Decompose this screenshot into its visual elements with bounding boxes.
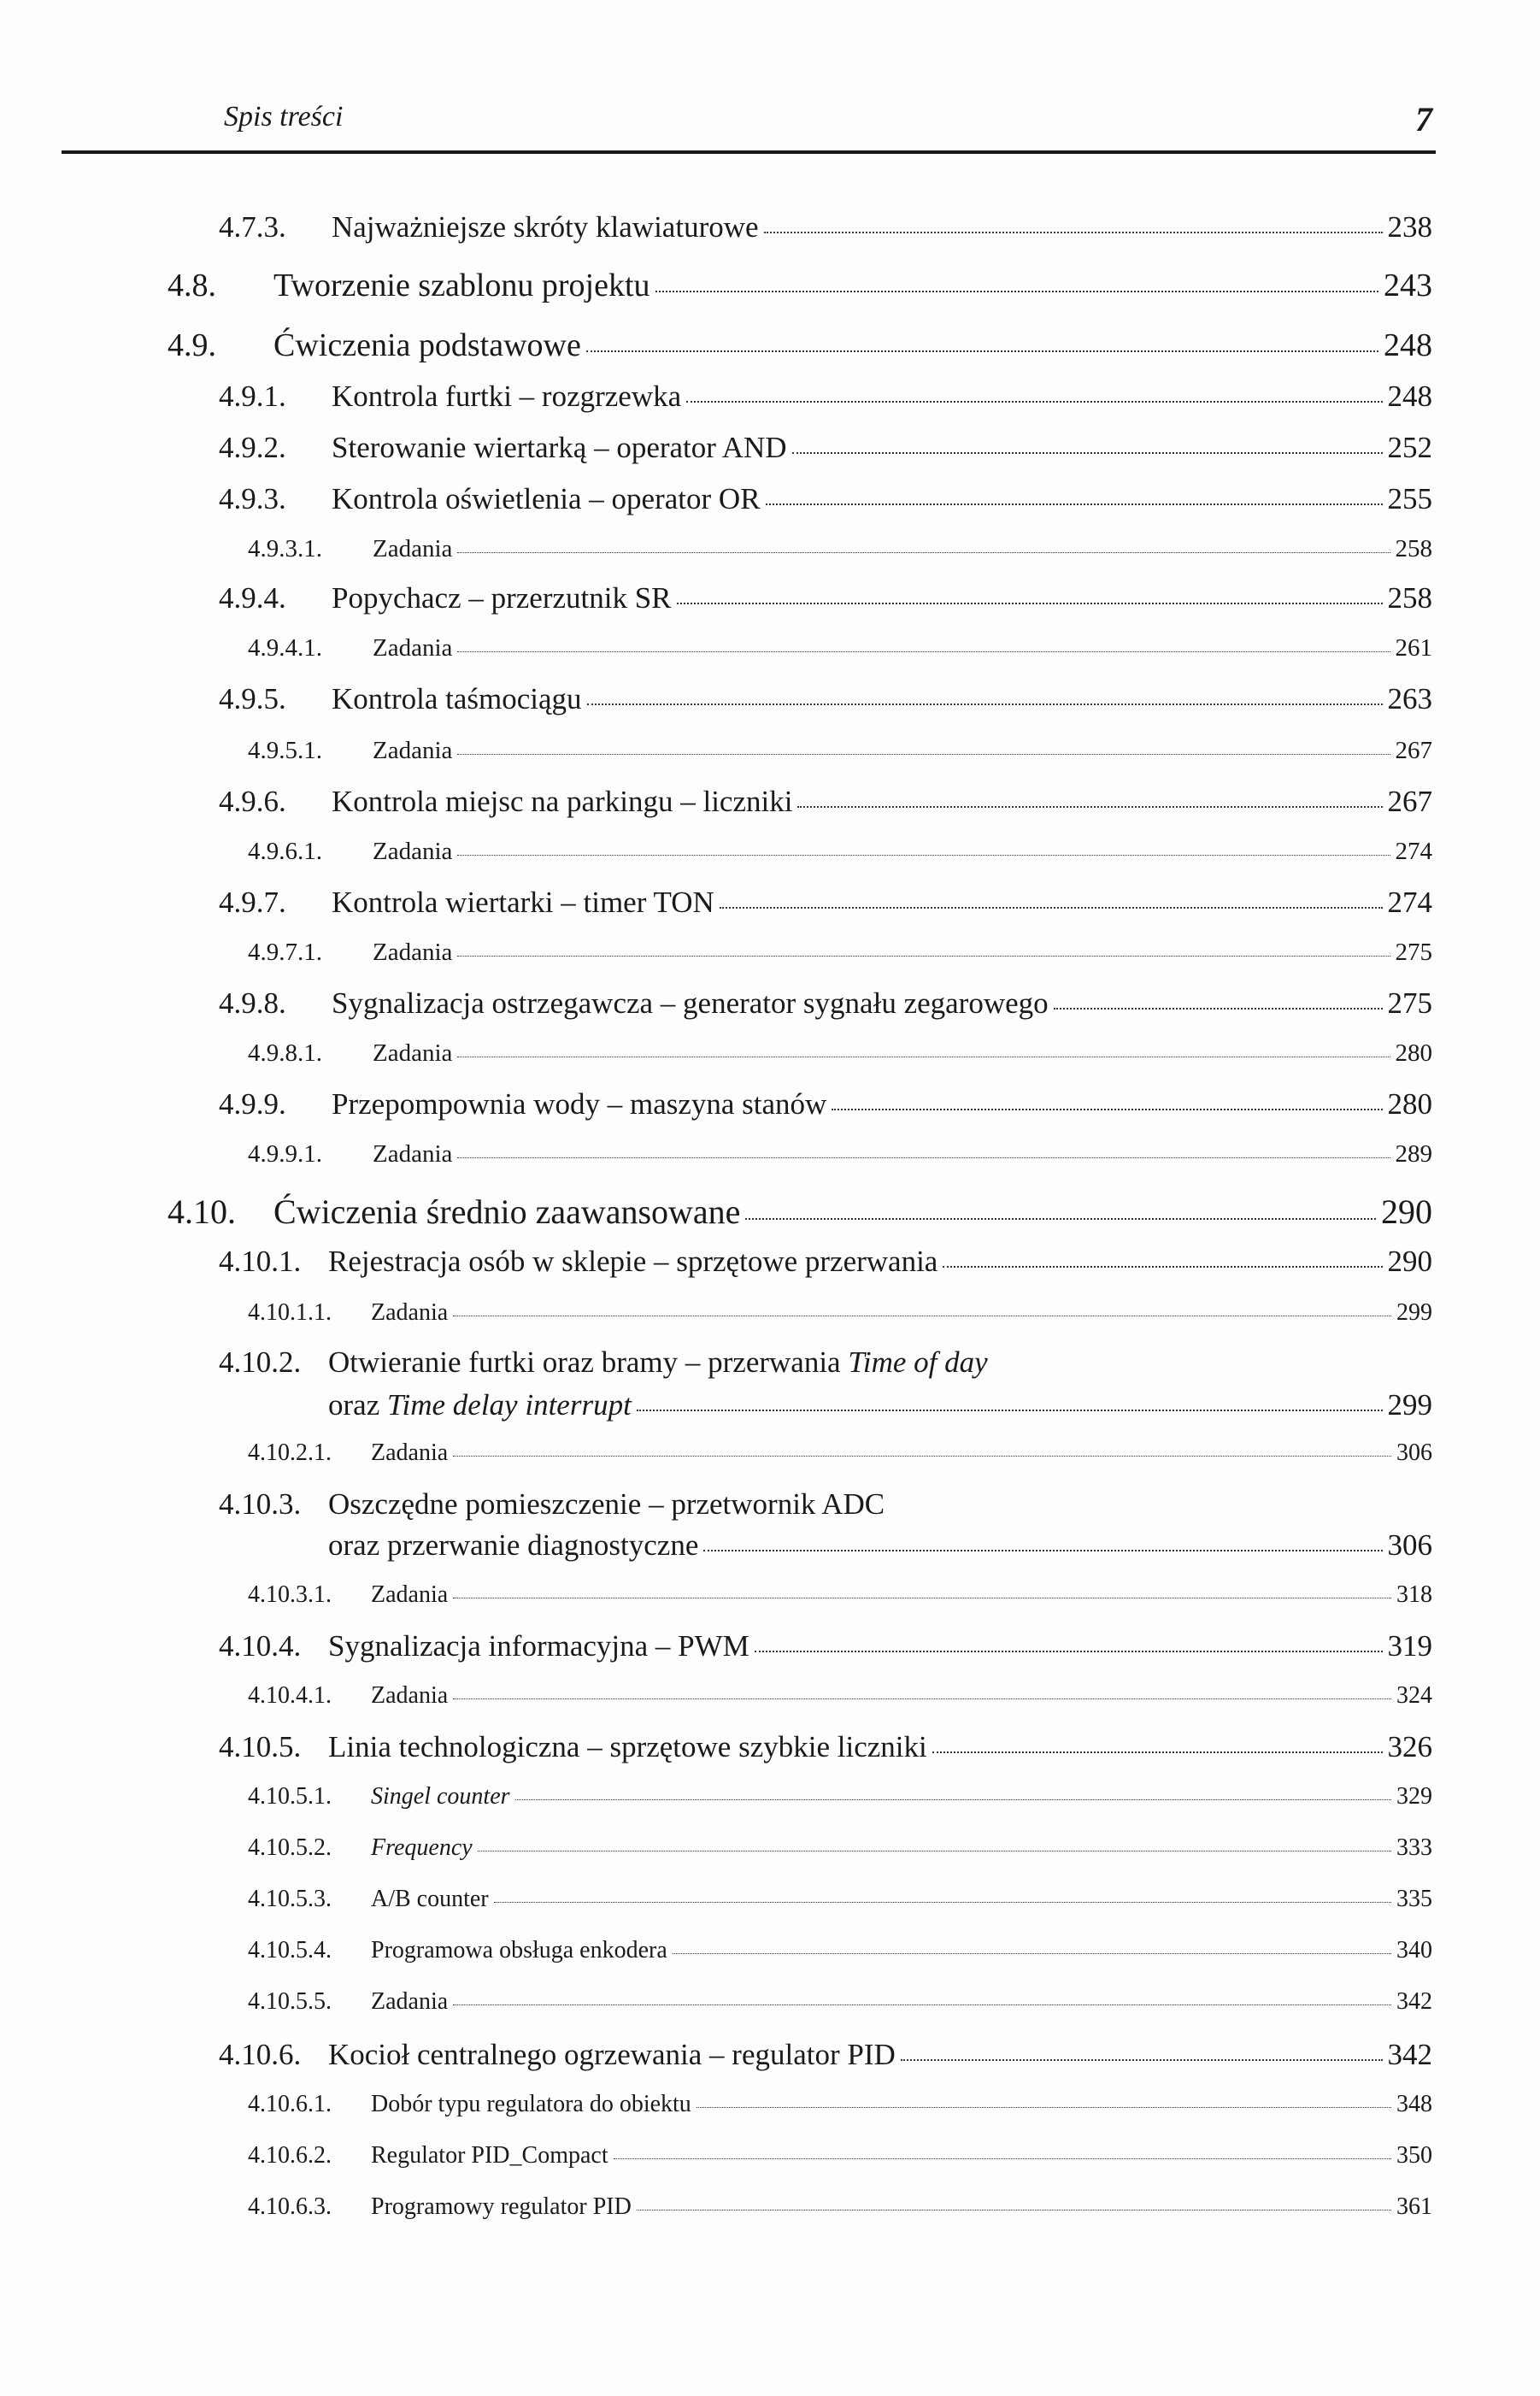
toc-entry[interactable]: [0, 886, 1432, 920]
dot-leader: [655, 291, 1378, 292]
toc-entry-page: 290: [1381, 1192, 1432, 1231]
toc-entry-page: 258: [1395, 535, 1432, 562]
page-number: 7: [1415, 100, 1432, 138]
toc-entry[interactable]: [0, 581, 1432, 615]
toc-entry-page: 350: [1396, 2142, 1432, 2169]
toc-entry-page: 280: [1387, 1087, 1432, 1121]
toc-entry-number: 4.10.5.4.: [248, 1937, 332, 1963]
toc-entry-page: 335: [1396, 1886, 1432, 1912]
toc-entry[interactable]: [0, 682, 1432, 716]
toc-entry-page: 274: [1395, 838, 1432, 865]
toc-entry-number: 4.9.2.: [219, 431, 286, 464]
toc-entry-page: 340: [1396, 1937, 1432, 1963]
toc-entry-page: 263: [1387, 682, 1432, 715]
toc-entry-page: 255: [1387, 482, 1432, 515]
dot-leader: [587, 703, 1383, 705]
toc-entry-title: Ćwiczenia średnio zaawansowane: [273, 1192, 741, 1231]
toc-entry[interactable]: [0, 267, 1432, 304]
toc-entry-page: 318: [1396, 1581, 1432, 1608]
toc-entry[interactable]: [0, 535, 1432, 563]
toc-entry-number: 4.7.3.: [219, 210, 286, 244]
toc-entry-number: 4.10.6.2.: [248, 2142, 332, 2169]
toc-entry[interactable]: [0, 2038, 1432, 2072]
dot-leader: [697, 2107, 1391, 2108]
toc-entry-number: 4.8.: [168, 268, 216, 303]
dot-leader: [797, 806, 1382, 808]
toc-entry-number: 4.10.1.: [219, 1245, 302, 1278]
toc-entry-number: 4.9.: [168, 327, 216, 363]
toc-entry-title: Popychacz – przerzutnik SR: [332, 581, 672, 615]
toc-entry-number: 4.9.1.: [219, 380, 286, 413]
toc-entry-page: 274: [1387, 886, 1432, 919]
toc-entry[interactable]: [0, 380, 1432, 414]
toc-entry-number: 4.9.7.1.: [248, 939, 322, 966]
toc-entry-page: 348: [1396, 2091, 1432, 2117]
dot-leader: [1054, 1008, 1383, 1010]
toc-entry-number: 4.9.9.: [219, 1087, 286, 1121]
toc-entry-title: Zadania: [371, 1439, 449, 1466]
toc-entry-title: Zadania: [373, 838, 453, 865]
toc-entry[interactable]: [0, 1299, 1432, 1327]
toc-entry-title: Kontrola oświetlenia – operator OR: [332, 482, 761, 515]
toc-entry[interactable]: [0, 1886, 1432, 1913]
toc-entry-number: 4.10.2.: [219, 1345, 302, 1379]
dot-leader: [457, 651, 1390, 652]
toc-entry-number: 4.9.5.1.: [248, 737, 322, 764]
toc-entry-number: 4.9.4.1.: [248, 634, 322, 662]
toc-entry[interactable]: [0, 1629, 1432, 1663]
toc-entry-number: 4.10.5.1.: [248, 1783, 332, 1810]
toc-entry-title: Kontrola wiertarki – timer TON: [332, 886, 714, 919]
toc-entry-page: 248: [1384, 327, 1432, 363]
toc-entry-page: 238: [1387, 210, 1432, 244]
toc-entry-title: Zadania: [373, 737, 453, 764]
toc-entry-page: 319: [1387, 1629, 1432, 1663]
toc-entry-title: Singel counter: [371, 1783, 510, 1810]
toc-entry-title: Sygnalizacja informacyjna – PWM: [328, 1629, 749, 1663]
dot-leader: [586, 350, 1378, 352]
dot-leader: [457, 552, 1390, 553]
toc-entry-number: 4.10.3.: [219, 1487, 302, 1521]
toc-entry-title: Frequency: [371, 1834, 473, 1861]
dot-leader: [686, 401, 1382, 403]
dot-leader: [457, 956, 1390, 957]
toc-entry-page: 258: [1387, 581, 1432, 615]
toc-entry-title: Zadania: [371, 1682, 449, 1709]
dot-leader: [515, 1799, 1391, 1800]
toc-entry-number: 4.9.7.: [219, 886, 286, 919]
toc-entry[interactable]: [0, 1988, 1432, 2016]
toc-entry[interactable]: [0, 2142, 1432, 2169]
toc-entry-number: 4.10.5.3.: [248, 1886, 332, 1912]
toc-entry-title: Dobór typu regulatora do obiektu: [371, 2091, 691, 2117]
toc-entry-number: 4.10.: [168, 1192, 236, 1231]
dot-leader: [703, 1550, 1382, 1551]
toc-entry-number: 4.9.3.: [219, 482, 286, 515]
dot-leader: [792, 452, 1383, 454]
toc-entry-number: 4.10.5.2.: [248, 1834, 332, 1861]
toc-entry[interactable]: [0, 1937, 1432, 1964]
toc-entry-title-line2: oraz przerwanie diagnostyczne: [328, 1528, 699, 1562]
dot-leader: [901, 2059, 1383, 2061]
toc-entry-title: Zadania: [373, 939, 453, 966]
toc-entry-page: 248: [1387, 380, 1432, 413]
dot-leader: [494, 1902, 1391, 1903]
dot-leader: [755, 1651, 1383, 1652]
toc-entry-page: 299: [1396, 1299, 1432, 1326]
dot-leader: [457, 1157, 1390, 1158]
toc-entry[interactable]: [0, 431, 1432, 465]
toc-entry-title: Linia technologiczna – sprzętowe szybkie liczniki: [328, 1730, 927, 1763]
toc-entry-page: 289: [1395, 1140, 1432, 1168]
toc-entry[interactable]: [0, 1192, 1432, 1232]
toc-entry-title: Rejestracja osób w sklepie – sprzętowe przerwania: [328, 1245, 938, 1278]
toc-entry[interactable]: [0, 1730, 1432, 1764]
toc-entry-title: Najważniejsze skróty klawiaturowe: [332, 210, 759, 244]
toc-entry[interactable]: [0, 785, 1432, 819]
toc-entry-page: 342: [1396, 1988, 1432, 2015]
toc-entry-page: 280: [1395, 1039, 1432, 1067]
toc-entry-number: 4.10.4.: [219, 1629, 302, 1663]
toc-entry-title: A/B counter: [371, 1886, 489, 1912]
toc-entry-title-line1: Otwieranie furtki oraz bramy – przerwania Time of day: [328, 1345, 988, 1379]
toc-entry-title: Zadania: [373, 535, 453, 562]
dot-leader: [614, 2158, 1391, 2159]
dot-leader: [453, 1456, 1391, 1457]
toc-entry-number: 4.10.6.3.: [248, 2193, 332, 2220]
toc-entry-page: 299: [1387, 1388, 1432, 1422]
toc-entry[interactable]: [0, 1140, 1432, 1169]
toc-entry-page: 324: [1396, 1682, 1432, 1709]
dot-leader: [637, 2210, 1391, 2211]
toc-entry-number: 4.9.6.: [219, 785, 286, 818]
toc-entry-number: 4.9.6.1.: [248, 838, 322, 865]
toc-entry-title-line1: Oszczędne pomieszczenie – przetwornik ADC: [328, 1487, 885, 1521]
running-header-title: Spis treści: [224, 101, 344, 132]
dot-leader: [453, 1698, 1391, 1699]
toc-entry-title: Sygnalizacja ostrzegawcza – generator sygnału zegarowego: [332, 986, 1049, 1020]
toc-entry[interactable]: [0, 1245, 1432, 1279]
toc-entry[interactable]: [0, 1388, 1432, 1422]
toc-entry-number: 4.9.3.1.: [248, 535, 322, 562]
toc-entry-title: Ćwiczenia podstawowe: [273, 327, 581, 363]
toc-entry-page: 342: [1387, 2038, 1432, 2071]
dot-leader: [832, 1109, 1382, 1110]
dot-leader: [943, 1266, 1382, 1268]
toc-entry-page: 261: [1395, 634, 1432, 662]
toc-entry-title: Zadania: [373, 634, 453, 662]
toc-entry-title: Regulator PID_Compact: [371, 2142, 608, 2169]
toc-entry-page: 252: [1387, 431, 1432, 464]
toc-entry-number: 4.9.9.1.: [248, 1140, 322, 1168]
dot-leader: [677, 603, 1383, 604]
toc-entry[interactable]: [0, 838, 1432, 866]
toc-entry-title: Zadania: [373, 1140, 453, 1168]
toc-entry-number: 4.10.6.: [219, 2038, 302, 2071]
toc-entry-page: 329: [1396, 1783, 1432, 1810]
toc-entry-title: Programowa obsługa enkodera: [371, 1937, 667, 1963]
toc-entry-number: 4.10.1.1.: [248, 1299, 332, 1326]
dot-leader: [766, 503, 1383, 505]
toc-entry[interactable]: [0, 2091, 1432, 2118]
toc-entry-page: 326: [1387, 1730, 1432, 1763]
toc-entry[interactable]: [0, 634, 1432, 662]
toc-entry[interactable]: [0, 1834, 1432, 1862]
toc-entry-page: 333: [1396, 1834, 1432, 1861]
toc-entry[interactable]: [0, 1087, 1432, 1121]
toc-entry-title: Zadania: [371, 1581, 449, 1608]
toc-entry-page: 290: [1387, 1245, 1432, 1278]
toc-entry-number: 4.9.8.: [219, 986, 286, 1020]
dot-leader: [932, 1751, 1383, 1753]
toc-entry-number: 4.10.4.1.: [248, 1682, 332, 1709]
toc-entry[interactable]: [0, 2193, 1432, 2221]
toc-entry-title: Zadania: [371, 1299, 449, 1326]
dot-leader: [637, 1410, 1383, 1411]
toc-entry[interactable]: [0, 939, 1432, 967]
toc-entry-number: 4.9.4.: [219, 581, 286, 615]
dot-leader: [745, 1218, 1376, 1220]
toc-entry-page: 267: [1395, 737, 1432, 764]
dot-leader: [457, 855, 1390, 856]
toc-entry-title: Zadania: [371, 1988, 449, 2015]
toc-entry[interactable]: [0, 1039, 1432, 1068]
toc-entry[interactable]: [0, 1439, 1432, 1467]
toc-entry-title: Programowy regulator PID: [371, 2193, 632, 2220]
toc-entry-number: 4.10.5.5.: [248, 1988, 332, 2015]
toc-entry-page: 306: [1396, 1439, 1432, 1466]
dot-leader: [457, 754, 1390, 755]
toc-entry[interactable]: [0, 737, 1432, 765]
toc-entry-title: Kontrola furtki – rozgrzewka: [332, 380, 682, 413]
toc-entry-number: 4.9.8.1.: [248, 1039, 322, 1067]
toc-entry-title-line2: oraz Time delay interrupt: [328, 1388, 632, 1422]
toc-entry-page: 275: [1387, 986, 1432, 1020]
toc-entry-number: 4.10.2.1.: [248, 1439, 332, 1466]
toc-entry[interactable]: [0, 1528, 1432, 1563]
toc-entry[interactable]: [0, 1783, 1432, 1810]
toc-entry[interactable]: [0, 1682, 1432, 1710]
toc-entry-title: Kocioł centralnego ogrzewania – regulator PID: [328, 2038, 896, 2071]
toc-entry-number: 4.10.3.1.: [248, 1581, 332, 1608]
toc-entry[interactable]: [0, 986, 1432, 1021]
toc-entry[interactable]: [0, 327, 1432, 364]
toc-entry-number: 4.10.5.: [219, 1730, 302, 1763]
toc-entry-title: Sterowanie wiertarką – operator AND: [332, 431, 787, 464]
toc-entry-number: 4.9.5.: [219, 682, 286, 715]
dot-leader: [764, 232, 1383, 233]
toc-entry-page: 267: [1387, 785, 1432, 818]
toc-entry-page: 306: [1387, 1528, 1432, 1562]
toc-entry-page: 275: [1395, 939, 1432, 966]
toc-entry-title: Kontrola taśmociągu: [332, 682, 582, 715]
toc-entry-title: Zadania: [373, 1039, 453, 1067]
toc-entry[interactable]: [0, 210, 1432, 244]
toc-entry-title: Kontrola miejsc na parkingu – liczniki: [332, 785, 793, 818]
dot-leader: [720, 907, 1383, 909]
dot-leader: [673, 1953, 1391, 1954]
toc-entry-page: 361: [1396, 2193, 1432, 2220]
toc-entry-number: 4.10.6.1.: [248, 2091, 332, 2117]
toc-entry-page: 243: [1384, 268, 1432, 303]
toc-entry[interactable]: [0, 1581, 1432, 1609]
toc-entry-title: Tworzenie szablonu projektu: [273, 268, 650, 303]
toc-entry[interactable]: [0, 482, 1432, 516]
toc-entry-title: Przepompownia wody – maszyna stanów: [332, 1087, 827, 1121]
